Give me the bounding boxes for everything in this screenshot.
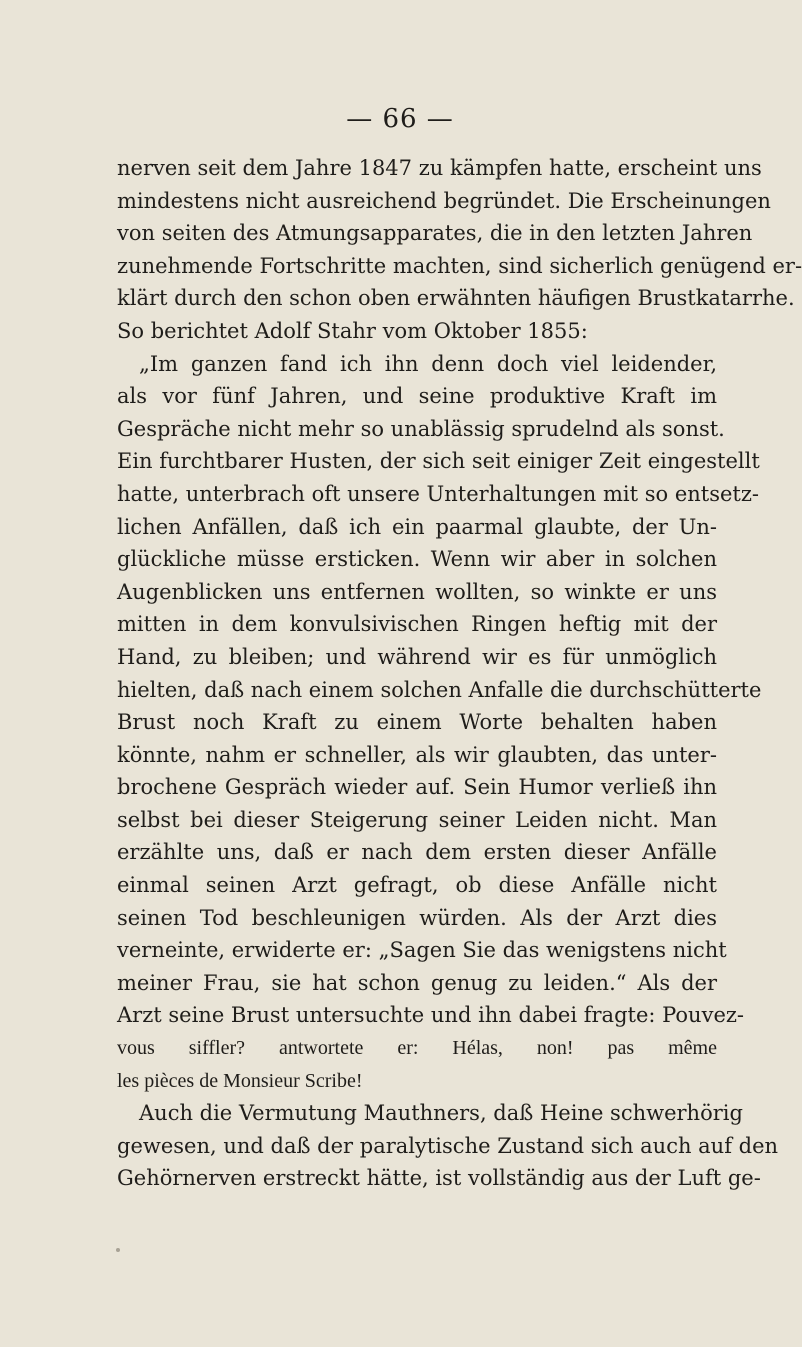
text-line: Augenblicken uns entfernen wollten, so winkte er uns bbox=[117, 579, 717, 604]
text-line: glückliche müsse ersticken. Wenn wir aber in solchen bbox=[117, 547, 717, 572]
text-line: Brust noch Kraft zu einem Worte behalten haben bbox=[117, 710, 717, 735]
text-line: verneinte, erwiderte er: „Sagen Sie das wenigstens nicht bbox=[117, 938, 727, 963]
text-line-french: vous siffler? antwortete er: Hélas, non! pas même bbox=[117, 1037, 717, 1060]
text-line: Hand, zu bleiben; und während wir es für unmöglich bbox=[117, 644, 717, 669]
text-line: So berichtet Adolf Stahr vom Oktober 1855: bbox=[117, 318, 588, 343]
text-line: als vor fünf Jahren, und seine produktive Kraft im bbox=[117, 384, 717, 409]
text-line: meiner Frau, sie hat schon genug zu leiden.“ Als der bbox=[117, 970, 717, 995]
quote-start-line: „Im ganzen fand ich ihn denn doch viel leidender, bbox=[139, 351, 717, 376]
text-line: Arzt seine Brust untersuchte und ihn dabei fragte: Pouvez- bbox=[117, 1003, 745, 1028]
body-text bbox=[117, 152, 802, 1195]
text-line: hielten, daß nach einem solchen Anfalle die durchschütterte bbox=[117, 677, 762, 702]
text-line: mindestens nicht ausreichend begründet. Die Erscheinungen bbox=[117, 188, 771, 213]
text-line: Ein furchtbarer Husten, der sich seit einiger Zeit eingestellt bbox=[117, 449, 760, 474]
text-line: erzählte uns, daß er nach dem ersten dieser Anfälle bbox=[117, 840, 717, 865]
text-line: zunehmende Fortschritte machten, sind sicherlich genügend er- bbox=[117, 253, 802, 278]
page-number: — 66 — bbox=[346, 104, 454, 134]
text-line: klärt durch den schon oben erwähnten häufigen Brustkatarrhe. bbox=[117, 286, 795, 311]
text-line: mitten in dem konvulsivischen Ringen heftig mit der bbox=[117, 612, 717, 637]
text-line: lichen Anfällen, daß ich ein paarmal glaubte, der Un- bbox=[117, 514, 717, 539]
text-line: hatte, unterbrach oft unsere Unterhaltungen mit so entsetz- bbox=[117, 481, 760, 506]
text-line: einmal seinen Arzt gefragt, ob diese Anfälle nicht bbox=[117, 873, 717, 898]
text-line: selbst bei dieser Steigerung seiner Leiden nicht. Man bbox=[117, 807, 717, 832]
text-line: nerven seit dem Jahre 1847 zu kämpfen hatte, erscheint uns bbox=[117, 156, 762, 180]
text-line: gewesen, und daß der paralytische Zustand sich auch auf den bbox=[117, 1133, 779, 1158]
text-line: von seiten des Atmungsapparates, die in den letzten Jahren bbox=[117, 221, 753, 246]
text-line: könnte, nahm er schneller, als wir glaubten, das unter- bbox=[117, 742, 717, 767]
paper-speck bbox=[116, 1248, 120, 1252]
text-line: brochene Gespräch wieder auf. Sein Humor verließ ihn bbox=[117, 775, 717, 800]
text-line: seinen Tod beschleunigen würden. Als der Arzt dies bbox=[117, 905, 717, 930]
text-line: Gehörnerven erstreckt hätte, ist vollständig aus der Luft ge- bbox=[117, 1166, 761, 1191]
quote-end-line: les pièces de Monsieur Scribe! bbox=[117, 1069, 363, 1092]
paragraph-start-line: Auch die Vermutung Mauthners, daß Heine schwerhörig bbox=[139, 1101, 743, 1126]
text-line: Gespräche nicht mehr so unablässig sprudelnd als sonst. bbox=[117, 416, 725, 441]
